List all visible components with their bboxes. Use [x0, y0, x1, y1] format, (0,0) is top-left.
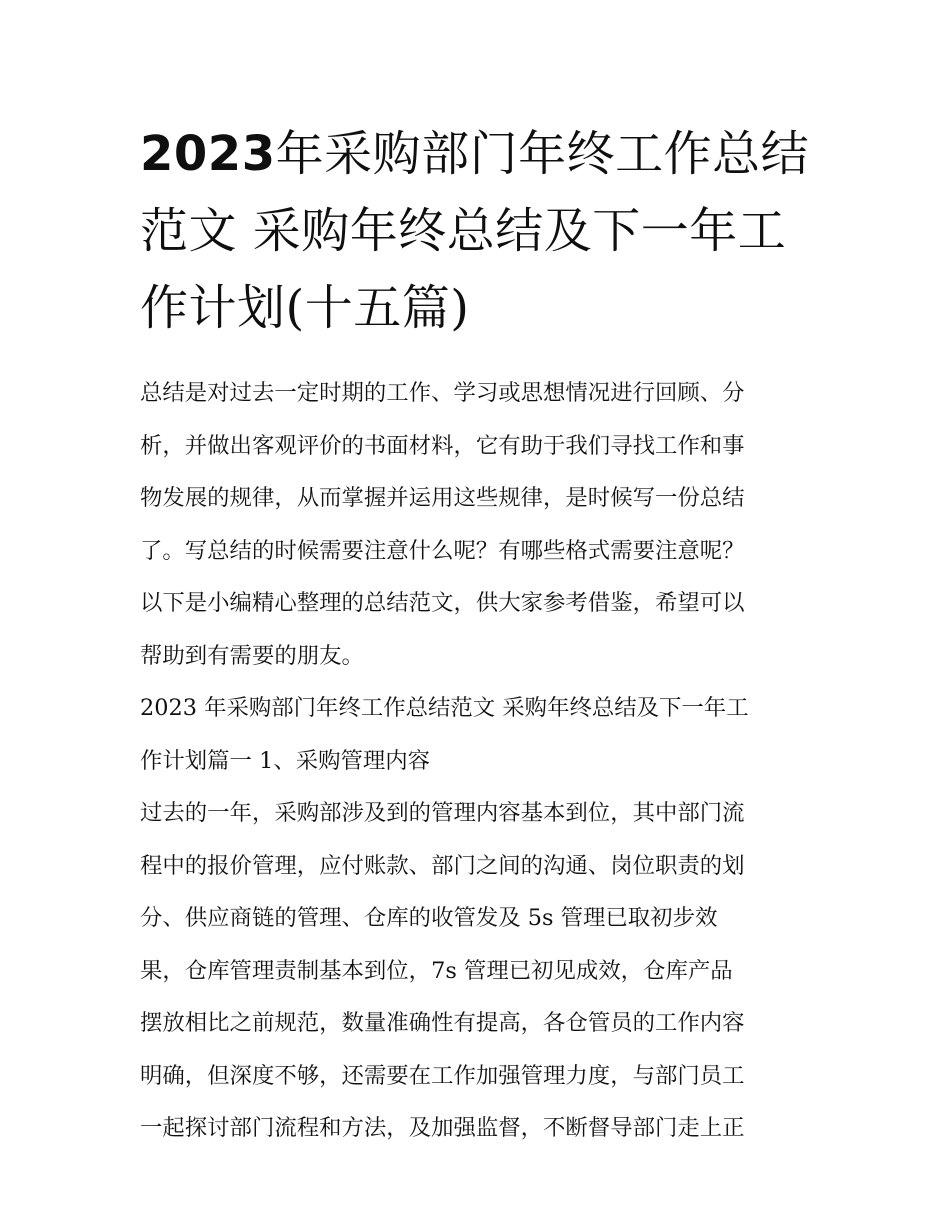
title-year: 2023: [140, 126, 276, 182]
text-line: 2023 年采购部门年终工作总结范文 采购年终总结及下一年工: [140, 695, 749, 721]
intro-paragraph: [140, 367, 812, 682]
text-line: 总结是对过去一定时期的工作、学习或思想情况进行回顾、分: [140, 380, 745, 406]
title-text: 作计划(十五篇): [140, 280, 470, 336]
document-content: [140, 116, 812, 1155]
text-line: 果，仓库管理责制基本到位，7s 管理已初见成效，仓库产品: [140, 957, 733, 984]
title-line: [140, 270, 812, 347]
text-line: 了。写总结的时候需要注意什么呢？有哪些格式需要注意呢？: [140, 537, 745, 564]
title-line: [140, 193, 812, 270]
title-text: 年采购部门年终工作总结: [275, 126, 810, 182]
text-line: 帮助到有需要的朋友。: [140, 642, 364, 669]
document-body: [140, 367, 812, 1155]
title-line: [140, 116, 812, 193]
text-line: 过去的一年，采购部涉及到的管理内容基本到位，其中部门流: [140, 800, 745, 826]
text-line: 析，并做出客观评价的书面材料，它有助于我们寻找工作和事: [140, 432, 745, 459]
text-line: 明确，但深度不够，还需要在工作加强管理力度，与部门员工: [140, 1062, 745, 1089]
section-heading: [140, 682, 812, 787]
document-title: [140, 116, 812, 347]
title-text: 范文 采购年终总结及下一年工: [140, 203, 787, 259]
text-line: 作计划篇一 1、采购管理内容: [140, 747, 431, 774]
text-line: 分、供应商链的管理、仓库的收管发及 5s 管理已取初步效: [140, 905, 718, 931]
text-line: 摆放相比之前规范，数量准确性有提高，各仓管员的工作内容: [140, 1010, 745, 1036]
text-line: 物发展的规律，从而掌握并运用这些规律，是时候写一份总结: [140, 485, 745, 511]
text-line: 一起探讨部门流程和方法，及加强监督，不断督导部门走上正: [140, 1115, 745, 1141]
text-line: 程中的报价管理，应付账款、部门之间的沟通、岗位职责的划: [140, 852, 745, 879]
text-line: 以下是小编精心整理的总结范文，供大家参考借鉴，希望可以: [140, 590, 745, 616]
section-paragraph: [140, 787, 812, 1155]
